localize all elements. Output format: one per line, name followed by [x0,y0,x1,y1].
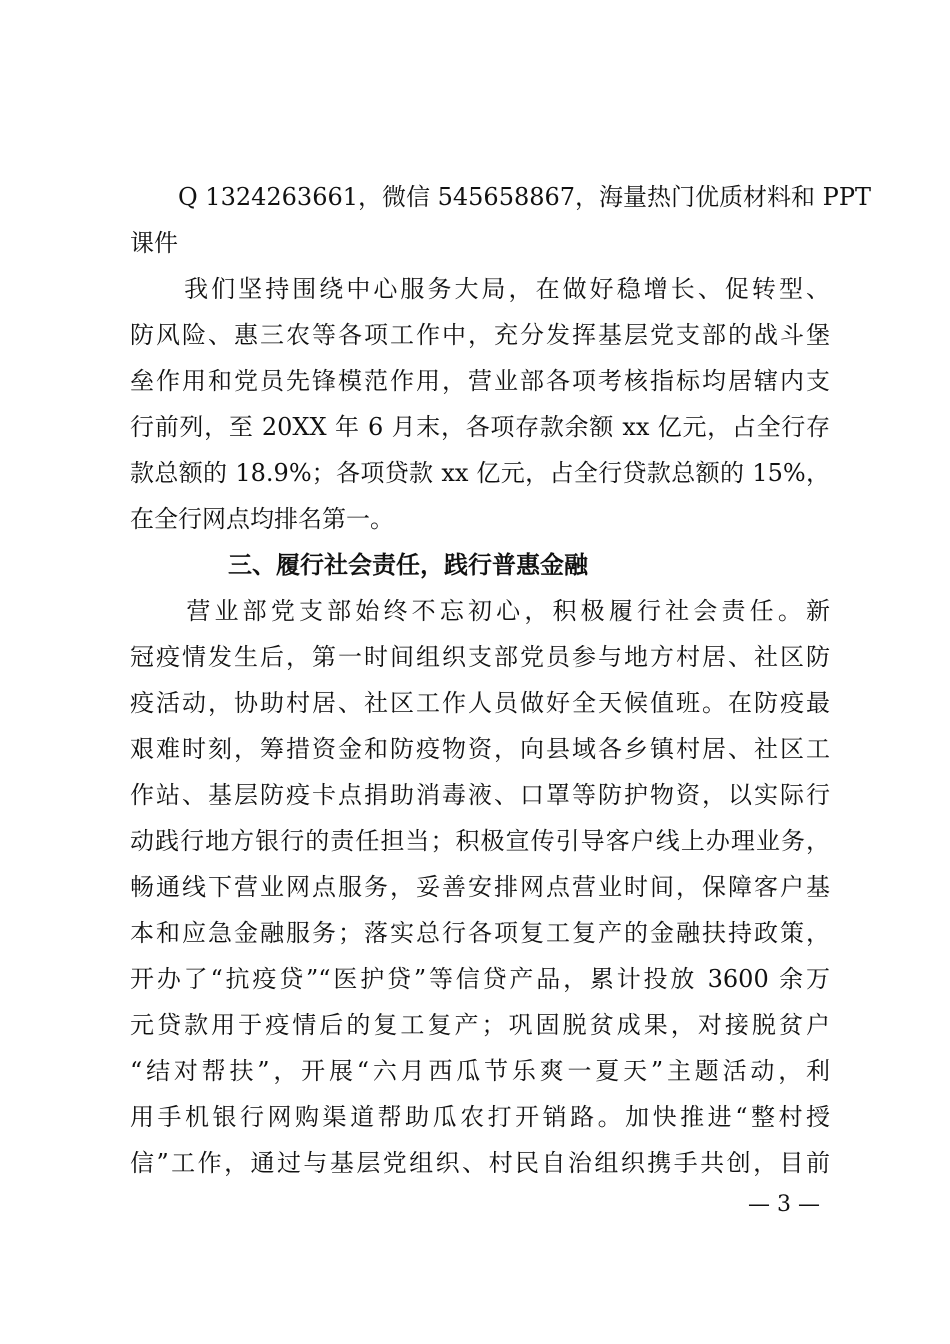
contact-line-2: 课件 [130,229,178,257]
paragraph-2-line-10: 元贷款用于疫情后的复工复产；巩固脱贫成果，对接脱贫户 [130,1011,830,1039]
paragraph-2-line-6: 动践行地方银行的责任担当；积极宣传引导客户线上办理业务， [130,827,830,855]
paragraph-1-line-6: 在全行网点均排名第一。 [130,505,394,533]
contact-line-1: Q 1324263661，微信 545658867，海量热门优质材料和 PPT [178,183,871,211]
paragraph-1-line-3: 垒作用和党员先锋模范作用，营业部各项考核指标均居辖内支 [130,367,830,395]
paragraph-2-line-7: 畅通线下营业网点服务，妥善安排网点营业时间，保障客户基 [130,873,830,901]
section-heading: 三、履行社会责任，践行普惠金融 [228,550,588,579]
paragraph-1-line-2: 防风险、惠三农等各项工作中，充分发挥基层党支部的战斗堡 [130,321,830,349]
paragraph-1-line-4: 行前列，至 20XX 年 6 月末，各项存款余额 xx 亿元，占全行存 [130,413,830,441]
paragraph-1-line-1: 我们坚持围绕中心服务大局，在做好稳增长、促转型、 [130,275,830,303]
paragraph-2-line-5: 作站、基层防疫卡点捐助消毒液、口罩等防护物资，以实际行 [130,781,830,809]
paragraph-2-line-4: 艰难时刻，筹措资金和防疫物资，向县域各乡镇村居、社区工 [130,735,830,763]
paragraph-2-line-1: 营业部党支部始终不忘初心，积极履行社会责任。新 [130,597,830,625]
paragraph-2-line-3: 疫活动，协助村居、社区工作人员做好全天候值班。在防疫最 [130,689,830,717]
paragraph-2-line-11: “结对帮扶”，开展“六月西瓜节乐爽一夏天”主题活动，利 [130,1057,830,1085]
paragraph-2-line-2: 冠疫情发生后，第一时间组织支部党员参与地方村居、社区防 [130,643,830,671]
paragraph-2-line-8: 本和应急金融服务；落实总行各项复工复产的金融扶持政策， [130,919,830,947]
paragraph-1-line-5: 款总额的 18.9%；各项贷款 xx 亿元，占全行贷款总额的 15%， [130,459,830,487]
paragraph-2-line-13: 信”工作，通过与基层党组织、村民自治组织携手共创，目前 [130,1149,830,1177]
paragraph-2-line-12: 用手机银行网购渠道帮助瓜农打开销路。加快推进“整村授 [130,1103,830,1131]
page-number: — 3 — [748,1192,820,1217]
paragraph-2-line-9: 开办了“抗疫贷”“医护贷”等信贷产品，累计投放 3600 余万 [130,965,830,993]
